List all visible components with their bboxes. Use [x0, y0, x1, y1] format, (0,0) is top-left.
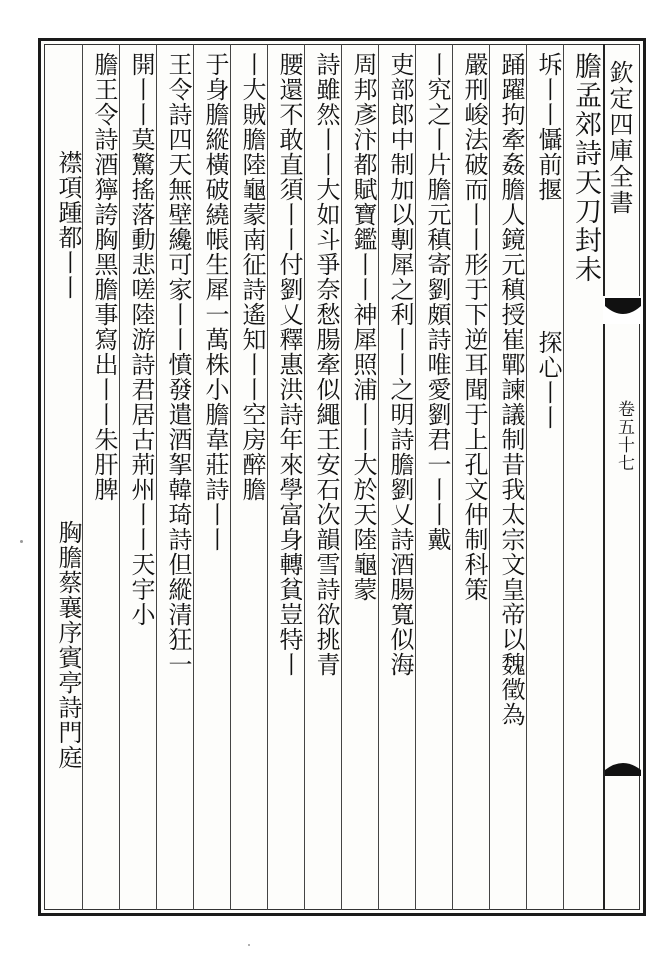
- text-column: 踊躍拘牽姦膽人鏡元稹授崔鄲諫議制昔我太宗文皇帝以魏徵為: [497, 52, 525, 727]
- scan-speck: [20, 540, 23, 543]
- text-column: 膽孟郊詩天刀封未: [570, 52, 601, 284]
- text-column: 探心丨丨: [534, 330, 562, 430]
- volume-label: 卷五十七: [614, 400, 634, 472]
- scan-speck: [248, 944, 250, 946]
- text-column: 周邦彥汴都賦寶鑑丨丨神犀照浦丨丨大於天陸龜蒙: [349, 52, 377, 602]
- text-column: 詩雖然丨丨大如斗爭奈愁腸牽似繩王安石次韻雪詩欲挑青: [312, 52, 340, 677]
- text-column: 吏部郎中制加以剸犀之利丨丨之明詩膽劉乂詩酒腸寬似海: [386, 52, 414, 677]
- book-title: 欽定四庫全書: [605, 60, 633, 216]
- text-column: 于身膽縱橫破繞帳生犀一萬株小膽韋莊詩丨丨: [201, 52, 229, 552]
- text-column: 丨究之丨片膽元稹寄劉頗詩唯愛劉君一丨丨戴: [423, 52, 451, 552]
- text-column: 襟項踵都丨丨: [54, 150, 82, 300]
- text-column: 坼丨丨懾前揠: [534, 52, 562, 202]
- text-column: 丨大賊膽陸龜蒙南征詩遙知丨丨空房醉膽: [238, 52, 266, 502]
- fishtail-ornament: [603, 296, 643, 324]
- text-column: 腰還不敢直須丨丨付劉乂釋惠洪詩年來學富身轉貧豈特丨: [275, 52, 303, 677]
- text-column: 胸膽蔡襄序賓亭詩門庭: [54, 520, 82, 770]
- text-column: 嚴刑峻法破而丨丨形于下逆耳聞于上孔文仲制科策: [460, 52, 488, 602]
- text-column: 王令詩四天無壁纔可家丨丨憤發遣酒挐韓琦詩但縱清狂一: [164, 52, 192, 677]
- text-column: 膽王令詩酒獰誇胸黑膽事寫出丨丨朱肝脾: [90, 52, 118, 502]
- text-column: 開丨丨莫驚搖落動悲嗟陸游詩君居古荊州丨丨天宇小: [127, 52, 155, 627]
- fishtail-ornament-lower: [603, 760, 643, 778]
